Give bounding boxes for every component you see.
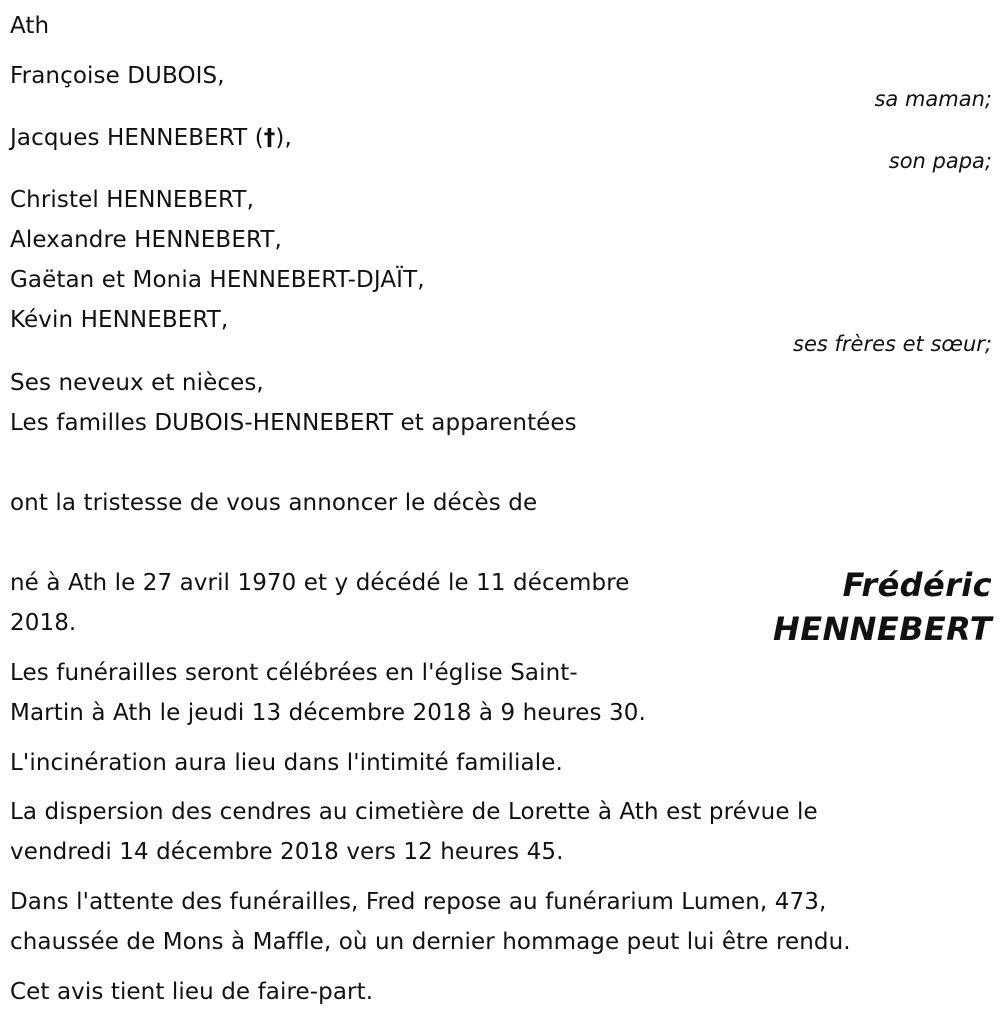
birth-death-line-2: 2018.	[10, 610, 77, 636]
sibling-3: Gaëtan et Monia HENNEBERT-DJAÏT,	[10, 267, 425, 293]
viewing-line-1: Dans l'attente des funérailles, Fred repose au funérarium Lumen, 473,	[10, 889, 827, 915]
mother-name: Françoise DUBOIS,	[10, 63, 225, 89]
deceased-last-name: HENNEBERT	[773, 610, 992, 648]
nephews-nieces: Ses neveux et nièces,	[10, 370, 264, 396]
cremation-text: L'incinération aura lieu dans l'intimité familiale.	[10, 750, 563, 776]
sibling-1: Christel HENNEBERT,	[10, 187, 254, 213]
funeral-line-2: Martin à Ath le jeudi 13 décembre 2018 à 9 heures 30.	[10, 700, 646, 726]
birth-death-line-1: né à Ath le 27 avril 1970 et y décédé le 11 décembre	[10, 570, 630, 596]
mother-relation: sa maman;	[874, 87, 992, 111]
sibling-2: Alexandre HENNEBERT,	[10, 227, 282, 253]
dispersion-line-1: La dispersion des cendres au cimetière de Lorette à Ath est prévue le	[10, 799, 818, 825]
father-name-prefix: Jacques HENNEBERT (	[10, 125, 264, 151]
funeral-line-1: Les funérailles seront célébrées en l'église Saint-	[10, 660, 578, 686]
father-name-suffix: ),	[275, 125, 292, 151]
father-relation: son papa;	[888, 149, 992, 173]
location-header: Ath	[10, 13, 50, 39]
dispersion-line-2: vendredi 14 décembre 2018 vers 12 heures 45.	[10, 839, 564, 865]
deceased-first-name: Frédéric	[842, 566, 992, 604]
announcement-text: ont la tristesse de vous annoncer le décès de	[10, 490, 538, 516]
deceased-name	[773, 563, 992, 651]
father-name	[10, 118, 292, 158]
obituary-notice	[10, 0, 992, 1027]
closing-text: Cet avis tient lieu de faire-part.	[10, 979, 374, 1005]
siblings-relation: ses frères et sœur;	[793, 332, 992, 356]
cross-icon: †	[263, 125, 276, 151]
sibling-4: Kévin HENNEBERT,	[10, 307, 229, 333]
viewing-line-2: chaussée de Mons à Maffle, où un dernier hommage peut lui être rendu.	[10, 929, 851, 955]
related-families: Les familles DUBOIS-HENNEBERT et apparentées	[10, 410, 577, 436]
